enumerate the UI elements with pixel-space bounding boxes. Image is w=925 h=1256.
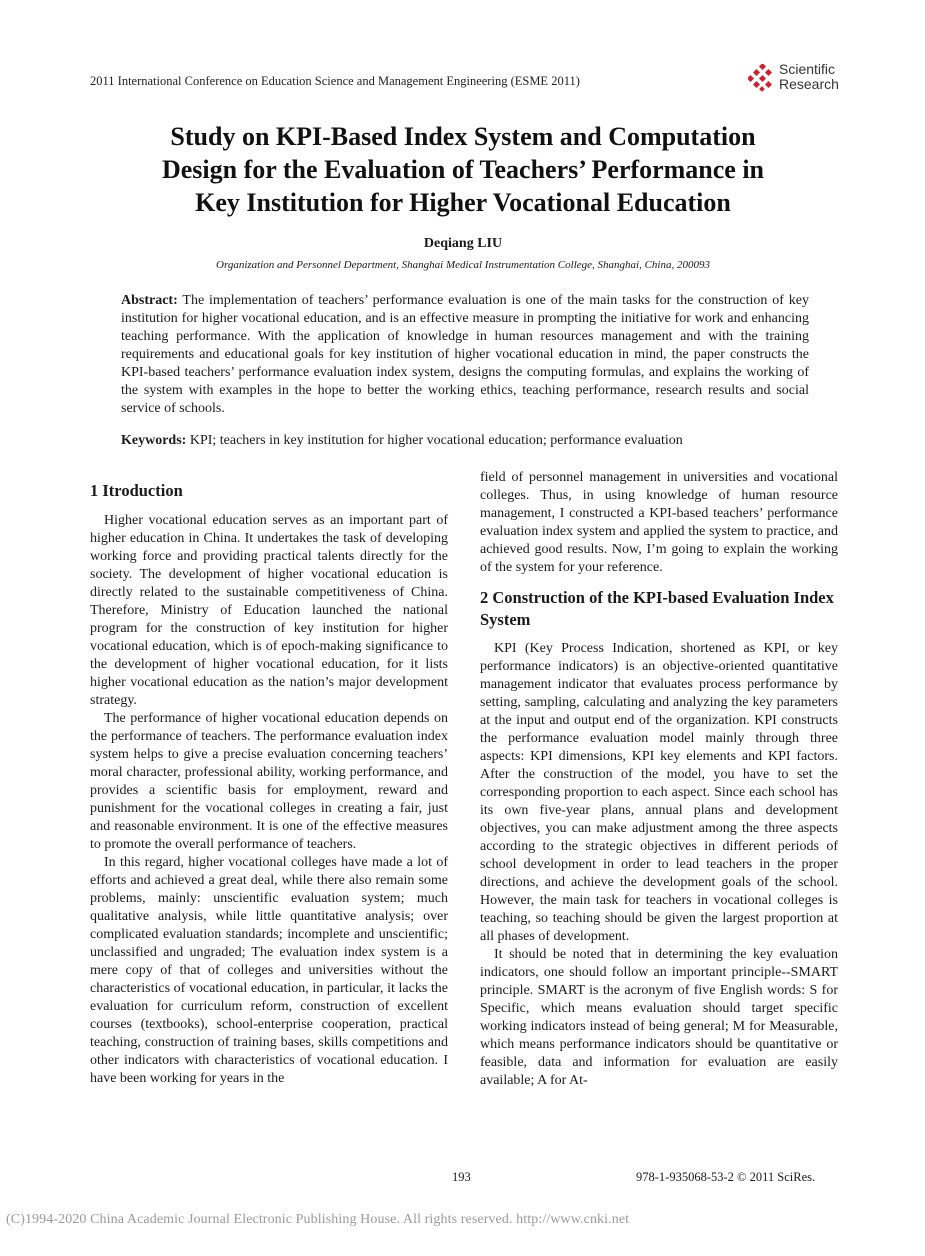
logo-text-line1: Scientific bbox=[779, 61, 836, 77]
conference-header: 2011 International Conference on Education Science and Management Engineering (ESME 2011) bbox=[90, 74, 580, 88]
abstract bbox=[121, 292, 809, 418]
paragraph: KPI (Key Process Indication, shortened as KPI, or key performance indicators) is an objective-oriented quantitative management indicator that evaluates process performance by setting, sampling, calculating and analyzing the key parameters at the input and output end of the organization. KPI constructs the performance evaluation model mainly through three aspects: KPI dimensions, KPI key elements and KPI factors. After the construction of the model, you have to set the corresponding proportion to each aspect. Since each school has its own five-year plans, annual plans and development objectives, you can make adjustment among the three aspects according to the strategic objectives in different periods of school development in order to lead teachers in the proper directions, and achieve the development goals of the school. However, the main task for teachers in vocational colleges is teaching, so teaching should be given the largest proportion at all phases of development. bbox=[480, 641, 838, 944]
paragraph: It should be noted that in determining the key evaluation indicators, one should follow an important principle--SMART principle. SMART is the acronym of five English words: S for Specific, which means evaluation should target specific working indicators instead of being general; M for Measurable, which means performance indicators should be quantitative or feasible, data and information for evaluation are easily available; A for At- bbox=[480, 947, 838, 1088]
scientific-research-logo[interactable] bbox=[748, 62, 848, 96]
keywords-label: Keywords: bbox=[121, 433, 187, 448]
right-column bbox=[480, 469, 838, 1090]
keywords bbox=[121, 432, 809, 450]
left-column bbox=[90, 480, 448, 1088]
paragraph: The performance of higher vocational education depends on the performance of teachers. The performance evaluation index system helps to give a precise evaluation concerning teachers’ moral character, professional ability, working performance, and provides a scientific basis for employment, reward and punishment for the vocational colleges in creating a fair, just and reasonable environment. It is one of the effective measures to promote the overall performance of teachers. bbox=[90, 711, 448, 852]
author-affiliation: Organization and Personnel Department, Shanghai Medical Instrumentation College, Shanghai, China, 200093 bbox=[216, 259, 710, 271]
paragraph: field of personnel management in universities and vocational colleges. Thus, in using knowledge of human resource management, I constructed a KPI-based teachers’ performance evaluation index system and applied the system to practice, and achieved good results. Now, I’m going to explain the working of the system for your reference. bbox=[480, 470, 838, 575]
section-heading-construction: 2 Construction of the KPI-based Evaluation Index System bbox=[480, 588, 834, 629]
title-line: Key Institution for Higher Vocational Education bbox=[195, 188, 731, 217]
paragraph: In this regard, higher vocational colleges have made a lot of efforts and achieved a great deal, while there also remain some problems, mainly: unscientific evaluation system; much qualitative analysis, while little quantitative analysis; over complicated evaluation standards; incomplete and unscientific; unclassified and ungraded; The evaluation index system is a mere copy of that of colleges and universities without the characteristics of vocational education, in particular, it lacks the evaluation for curriculum reform, construction of excellent courses (textbooks), school-enterprise cooperation, practical teaching, construction of training bases, skills competitions and other indicators with characteristics of vocational education. I have been working for years in the bbox=[90, 855, 448, 1086]
keywords-text: KPI; teachers in key institution for higher vocational education; performance evaluation bbox=[189, 433, 683, 448]
author-name: Deqiang LIU bbox=[423, 236, 503, 251]
diamond-grid-icon bbox=[748, 64, 776, 92]
isbn-copyright: 978-1-935068-53-2 © 2011 SciRes. bbox=[636, 1170, 816, 1184]
title-line: Study on KPI-Based Index System and Computation bbox=[170, 122, 756, 151]
cnki-watermark: (C)1994-2020 China Academic Journal Electronic Publishing House. All rights reserved. http://www.cnki.net bbox=[6, 1212, 630, 1227]
section-heading-introduction: 1 Itroduction bbox=[90, 481, 183, 500]
paper-title bbox=[90, 120, 836, 219]
abstract-label: Abstract: bbox=[121, 293, 178, 308]
title-line: Design for the Evaluation of Teachers’ Performance in bbox=[161, 155, 765, 184]
abstract-text: The implementation of teachers’ performance evaluation is one of the main tasks for the construction of key institution for higher vocational education, and is an effective measure in prompting the initiative for work and enhancing teaching performance. With the application of knowledge in human resources management and with the training requirements and educational goals for key institution of higher vocational education in mind, the paper constructs the KPI-based teachers’ performance evaluation index system, designs the computing formulas, and explains the working of the system with examples in the hope to better the working ethics, teaching performance, research results and social service of schools. bbox=[121, 293, 809, 416]
paragraph: Higher vocational education serves as an important part of higher education in China. It undertakes the task of developing working force and providing practical talents directly for the society. The development of higher vocational education is directly related to the sustainable competitiveness of China. Therefore, Ministry of Education launched the national program for the construction of key institution for higher vocational education, which is of epoch-making significance to the development of higher vocational education, for it lists higher vocational education as the nation’s major development strategy. bbox=[90, 513, 448, 708]
page-number: 193 bbox=[452, 1170, 471, 1184]
logo-text-line2: Research bbox=[779, 76, 839, 92]
